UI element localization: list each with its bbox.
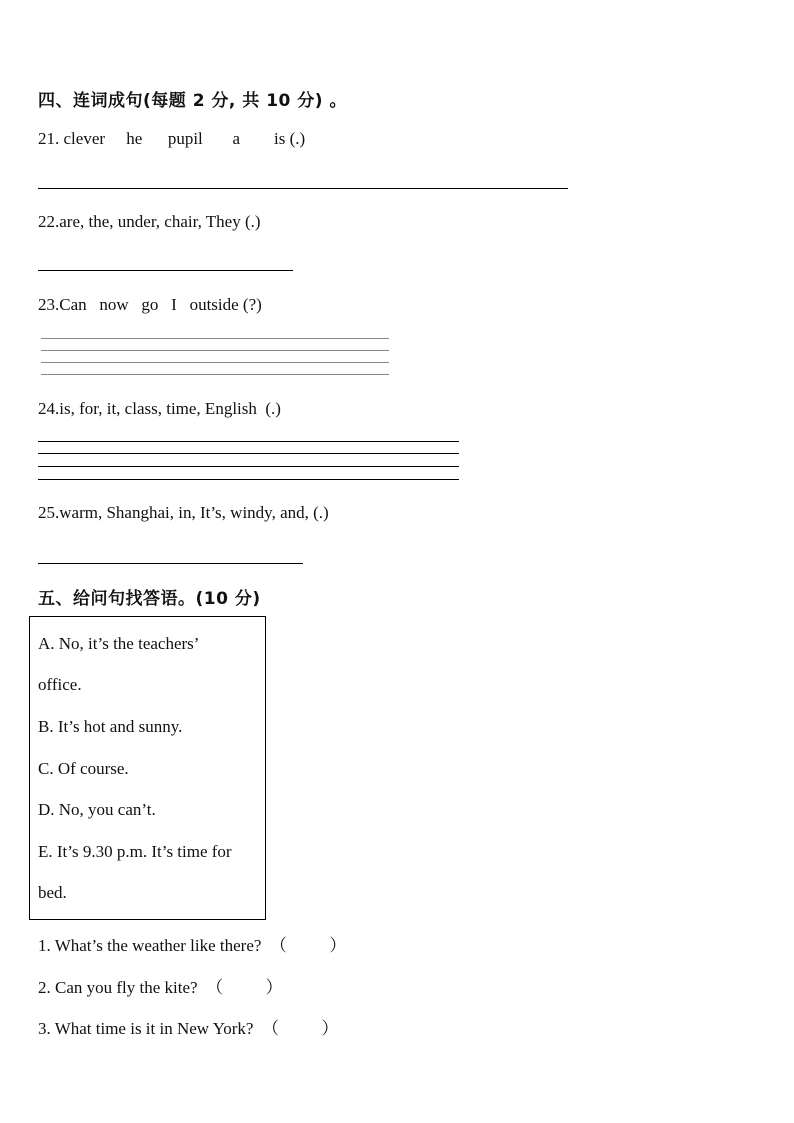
question-21: 21. clever he pupil a is (.) [38,129,306,148]
writing-line [41,338,389,339]
question-22: 22.are, the, under, chair, They (.) [38,212,261,231]
writing-line [38,466,459,467]
option-c: C. Of course. [38,759,129,778]
answer-line-21[interactable] [38,188,568,189]
match-question-3[interactable]: 3. What time is it in New York? （ ） [38,1019,339,1038]
question-23: 23.Can now go I outside (?) [38,295,262,314]
option-b: B. It’s hot and sunny. [38,717,183,736]
writing-line [41,350,389,351]
section5-title: 五、给问句找答语。(10 分) [38,589,261,609]
section4-title: 四、连词成句(每题 2 分, 共 10 分) 。 [38,91,347,111]
writing-line [38,479,459,480]
answer-line-25[interactable] [38,563,303,564]
answer-line-22[interactable] [38,270,293,271]
match-question-2[interactable]: 2. Can you fly the kite? （ ） [38,978,283,997]
question-25: 25.warm, Shanghai, in, It’s, windy, and, (.) [38,503,329,522]
option-a: A. No, it’s the teachers’ [38,634,200,653]
writing-line [41,362,389,363]
option-d: D. No, you can’t. [38,800,156,819]
question-24: 24.is, for, it, class, time, English (.) [38,399,281,418]
writing-line [38,441,459,442]
writing-line [41,374,389,375]
option-e-continued: bed. [38,883,67,902]
option-a-continued: office. [38,675,82,694]
writing-line [38,453,459,454]
match-question-1[interactable]: 1. What’s the weather like there? （ ） [38,936,347,955]
option-e: E. It’s 9.30 p.m. It’s time for [38,842,232,861]
